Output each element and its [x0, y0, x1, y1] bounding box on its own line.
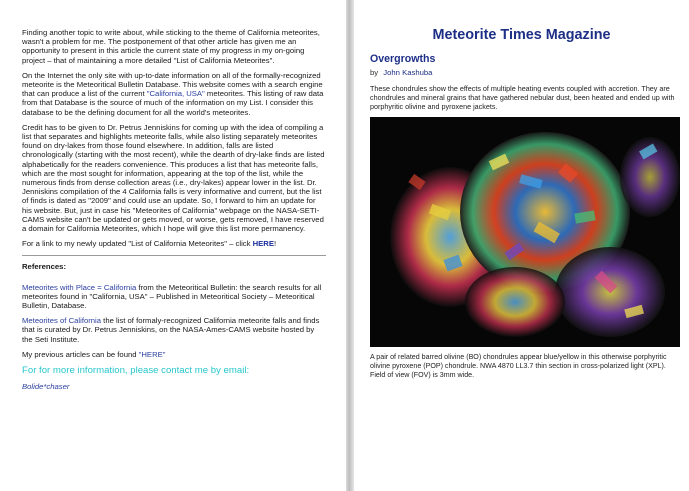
list-link-paragraph: For a link to my newly updated "List of California Meteorites" – click HERE!: [22, 239, 277, 249]
magazine-title: Meteorite Times Magazine: [432, 27, 611, 43]
left-article-body: [22, 28, 326, 397]
previous-articles-link[interactable]: "HERE": [138, 349, 166, 359]
previous-articles-line: My previous articles can be found "HERE": [22, 349, 166, 359]
book-spine: [346, 0, 354, 491]
article-title: Overgrowths: [370, 53, 436, 65]
intro-paragraph: Finding another topic to write about, while sticking to the theme of California meteorites, wasn't a problem for me. The postponement of that other article has given me an opportunity to present in this article the current state of my progress in my on-going project – that of maintaining a more detailed "List of California Meteorites".: [22, 28, 320, 65]
byline: by John Kashuba: [370, 68, 433, 77]
met-bulletin-link[interactable]: Meteorites with Place = California: [22, 282, 137, 292]
photo-caption: A pair of related barred olivine (BO) chondrules appear blue/yellow in this otherwise porphyritic olivine pyroxene (POP) chondrule. NWA 4870 LL3.7 thin section in cross-polarized light (XPL). Field of view (FOV) is 3mm wide.: [370, 353, 667, 379]
author-name: John Kashuba: [383, 68, 433, 77]
right-page: [354, 0, 689, 491]
reference-item: Meteorites with Place = California from the Meteoritical Bulletin: the search results for all meteorites found in "California, USA" – Published in Meteoritical Society – Meteoritical Bulletin, Database.: [22, 282, 322, 311]
meteorites-of-california-link[interactable]: Meteorites of California: [22, 316, 102, 326]
credit-paragraph: Credit has to be given to Dr. Petrus Jenniskins for coming up with the idea of compiling a list that separates and highlights meteorite falls, while also listing separately meteorites found on dry-lakes from those found elsewhere. In addition, falls are listed chronologically (starting with the most recent), while the dearth of dry-lake finds are listed alphabetically for the readers convenience. This produces a list that has meteorite falls, which are the most sought for information, appearing at the top of the list, while the numerous finds from dense collection areas (i.e., dry-lakes) appear lower in the list. Dr. Jenniskins compilation of the 4 California falls is very informative and current, but the list of finds is dated as "2009" and could use an update. So, I forward to him an update for his website. But, just in case his "Meteorites of California" webpage on the NASA-SETI-CAMS website can't be updated or gets moved, or worse, gets removed, I have reserved a domain for California Meteorites, which I hope will give this list more permanency.: [22, 122, 325, 234]
reference-item: Meteorites of California the list of formaly-recognized California meteorite falls and finds that is curated by Dr. Petrus Jenniskins, on the NASA-Ames-CAMS website hosted by the Seti Institute.: [22, 316, 320, 344]
here-link[interactable]: HERE: [252, 239, 274, 249]
divider: [22, 255, 326, 256]
california-usa-link[interactable]: "California, USA": [146, 89, 205, 99]
chondrule-photo: [370, 117, 680, 347]
author-signoff: Bolide*chaser: [22, 382, 70, 392]
article-intro: These chondrules show the effects of multiple heating events coupled with accretion. They are chondrules and mineral grains that have gathered nebular dust, been heated and ended up with porphyritic olivine and pyroxene jackets.: [370, 84, 675, 111]
references-heading: References:: [22, 262, 67, 272]
contact-line[interactable]: For for more information, please contact me by email:: [22, 365, 250, 377]
chondrule-micrograph: [370, 117, 680, 347]
internet-paragraph: On the Internet the only site with up-to-date information on all of the formally-recognized meteorite is the Meteoritical Bulletin Database. This website comes with a search engine that can produce a list of the current "California, USA" meteorites. This listing of raw data from that Database is the source of much of the information on my List. I consider this database to be the defining document for all the world's meteorites.: [22, 70, 324, 117]
